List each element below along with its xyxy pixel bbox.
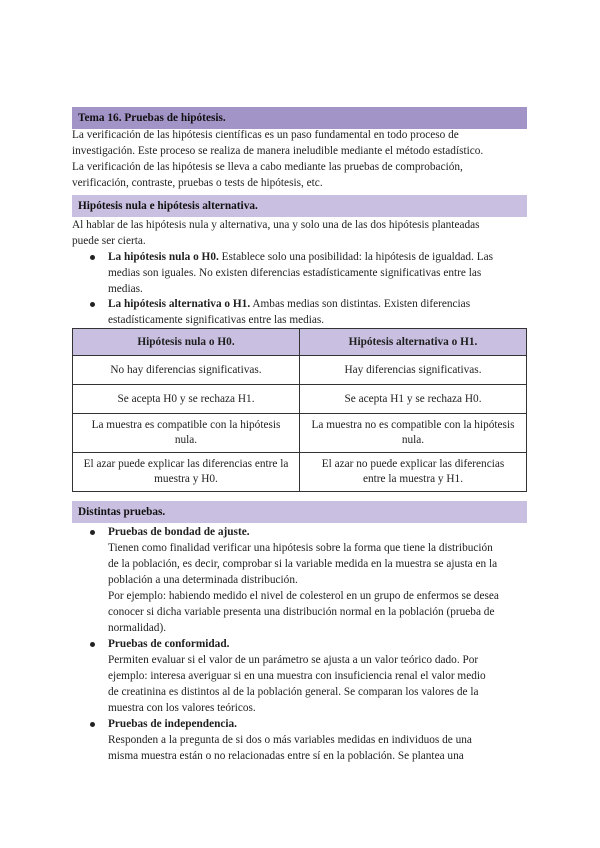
intro-line: La verificación de las hipótesis se lleva a cabo mediante las pruebas de comprobación, bbox=[72, 161, 463, 173]
bullet-text bbox=[108, 716, 530, 764]
bullet-line: muestra con los valores teóricos. bbox=[108, 702, 256, 714]
comparison-table bbox=[72, 328, 527, 492]
bullet-line: normalidad). bbox=[108, 622, 167, 634]
bullet-line: de la población, es decir, comprobar si la variable medida en la muestra se ajusta en la bbox=[108, 558, 498, 570]
bullet-line: Por ejemplo: habiendo medido el nivel de colesterol en un grupo de enfermos se desea bbox=[108, 590, 499, 602]
bullet-line: Responden a la pregunta de si dos o más variables medidas en individuos de una bbox=[108, 734, 472, 746]
bullet-text bbox=[108, 296, 530, 328]
intro-line: La verificación de las hipótesis científicas es un paso fundamental en todo proceso de bbox=[72, 129, 459, 141]
bullet-dot-icon bbox=[90, 302, 95, 307]
bullet-title: Pruebas de bondad de ajuste. bbox=[108, 526, 250, 538]
table-row bbox=[73, 385, 527, 414]
bullet-line: misma muestra están o no relacionadas entre sí en la población. Se plantea una bbox=[108, 750, 464, 762]
bullet-line: ejemplo: interesa averiguar si en una muestra con insuficiencia renal el valor medio bbox=[108, 670, 486, 682]
bullet-title: Pruebas de conformidad. bbox=[108, 638, 230, 650]
hypotheses-intro bbox=[72, 217, 532, 249]
table-header-h0: Hipótesis nula o H0. bbox=[73, 329, 300, 356]
bullet-line: conocer si dicha variable presenta una distribución normal en la población (prueba de bbox=[108, 606, 495, 618]
bullet-line: Establece solo una posibilidad: la hipótesis de igualdad. Las bbox=[218, 251, 494, 263]
bullet-line: medias. bbox=[108, 283, 143, 295]
table-cell: No hay diferencias significativas. bbox=[73, 356, 300, 385]
bullet-line: de creatinina es distintos al de la población general. Se comparan los valores de la bbox=[108, 686, 479, 698]
intro-paragraph bbox=[72, 127, 532, 191]
bullet-line: población a una determinada distribución. bbox=[108, 574, 298, 586]
section-header-tests: Distintas pruebas. bbox=[72, 501, 527, 523]
table-cell: La muestra es compatible con la hipótesis nula. bbox=[73, 414, 300, 453]
bullet-line: Permiten evaluar si el valor de un parámetro se ajusta a un valor teórico dado. Por bbox=[108, 654, 479, 666]
bullet-line: Tienen como finalidad verificar una hipótesis sobre la forma que tiene la distribución bbox=[108, 542, 493, 554]
table-cell: Hay diferencias significativas. bbox=[300, 356, 527, 385]
bullet-title: Pruebas de independencia. bbox=[108, 718, 237, 730]
section-header-hypotheses: Hipótesis nula e hipótesis alternativa. bbox=[72, 195, 527, 217]
table-header-row bbox=[73, 329, 527, 356]
bullet-dot-icon bbox=[90, 722, 95, 727]
bullet-line: medias son iguales. No existen diferencias estadísticamente significativas entre las bbox=[108, 267, 482, 279]
bullet-dot-icon bbox=[90, 255, 95, 260]
bullet-line: Ambas medias son distintas. Existen diferencias bbox=[250, 298, 471, 310]
table-cell: El azar no puede explicar las diferencias entre la muestra y H1. bbox=[300, 453, 527, 492]
hypotheses-intro-line: Al hablar de las hipótesis nula y alternativa, una y solo una de las dos hipótesis planteadas bbox=[72, 219, 480, 231]
bullet-title: La hipótesis alternativa o H1. bbox=[108, 298, 251, 310]
intro-line: investigación. Este proceso se realiza de manera ineludible mediante el método estadístico. bbox=[72, 145, 484, 157]
bullet-text bbox=[108, 524, 530, 636]
bullet-text bbox=[108, 249, 530, 297]
table-row bbox=[73, 356, 527, 385]
table-header-h1: Hipótesis alternativa o H1. bbox=[300, 329, 527, 356]
table-cell: Se acepta H0 y se rechaza H1. bbox=[73, 385, 300, 414]
bullet-title: La hipótesis nula o H0. bbox=[108, 251, 219, 263]
table-cell: El azar puede explicar las diferencias entre la muestra y H0. bbox=[73, 453, 300, 492]
bullet-dot-icon bbox=[90, 642, 95, 647]
table-row bbox=[73, 453, 527, 492]
bullet-text bbox=[108, 636, 530, 716]
table-cell: Se acepta H1 y se rechaza H0. bbox=[300, 385, 527, 414]
hypotheses-intro-line: puede ser cierta. bbox=[72, 235, 146, 247]
topic-header: Tema 16. Pruebas de hipótesis. bbox=[72, 107, 527, 129]
table-cell: La muestra no es compatible con la hipótesis nula. bbox=[300, 414, 527, 453]
intro-line: verificación, contraste, pruebas o tests de hipótesis, etc. bbox=[72, 177, 323, 189]
table-row bbox=[73, 414, 527, 453]
bullet-dot-icon bbox=[90, 530, 95, 535]
bullet-line: estadísticamente significativas entre las medias. bbox=[108, 314, 325, 326]
